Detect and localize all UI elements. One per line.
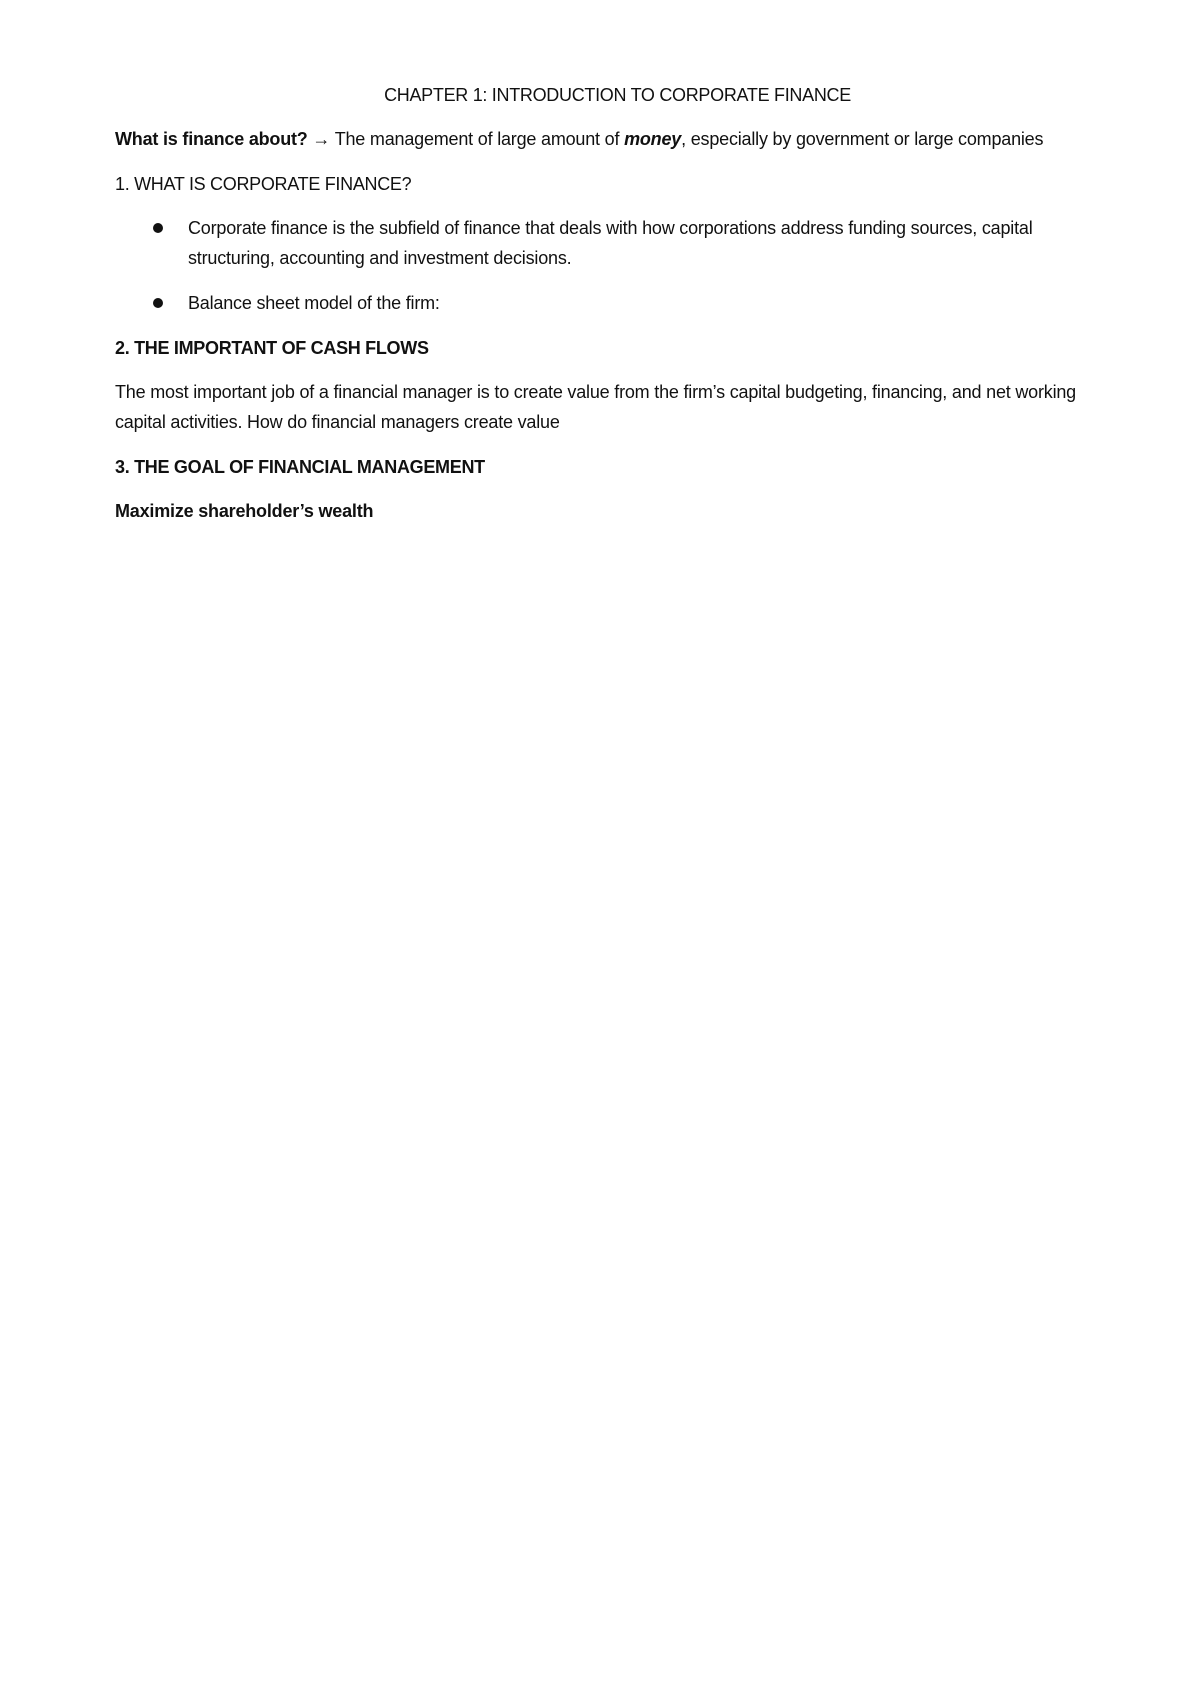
intro-question: What is finance about? → [115,129,331,149]
section2-paragraph: The most important job of a financial manager is to create value from the firm’s capital budgeting, financing, and net working capital activities. How do financial managers create value [115,382,1076,432]
intro-text-after: , especially by government or large companies [681,129,1044,149]
bullet-dot-icon [153,223,163,233]
bullet-item [115,213,1120,273]
section3-heading: 3. THE GOAL OF FINANCIAL MANAGEMENT [115,457,485,477]
intro-text-before: The management of large amount of [330,129,625,149]
section3-subtitle: Maximize shareholder’s wealth [115,501,374,521]
bullet-text: Balance sheet model of the firm: [188,293,440,313]
document-title: CHAPTER 1: INTRODUCTION TO CORPORATE FINANCE [384,85,851,105]
section2-heading: 2. THE IMPORTANT OF CASH FLOWS [115,338,429,358]
intro-emphasis: money [624,129,682,149]
intro-paragraph [115,124,1120,154]
bullet-item [115,288,1120,318]
section1-heading: 1. WHAT IS CORPORATE FINANCE? [115,174,412,194]
bullet-text: Corporate finance is the subfield of finance that deals with how corporations address funding sources, capital structuring, accounting and investment decisions. [188,218,1033,268]
section1-bullet-list [115,213,1120,318]
bullet-dot-icon [153,298,163,308]
